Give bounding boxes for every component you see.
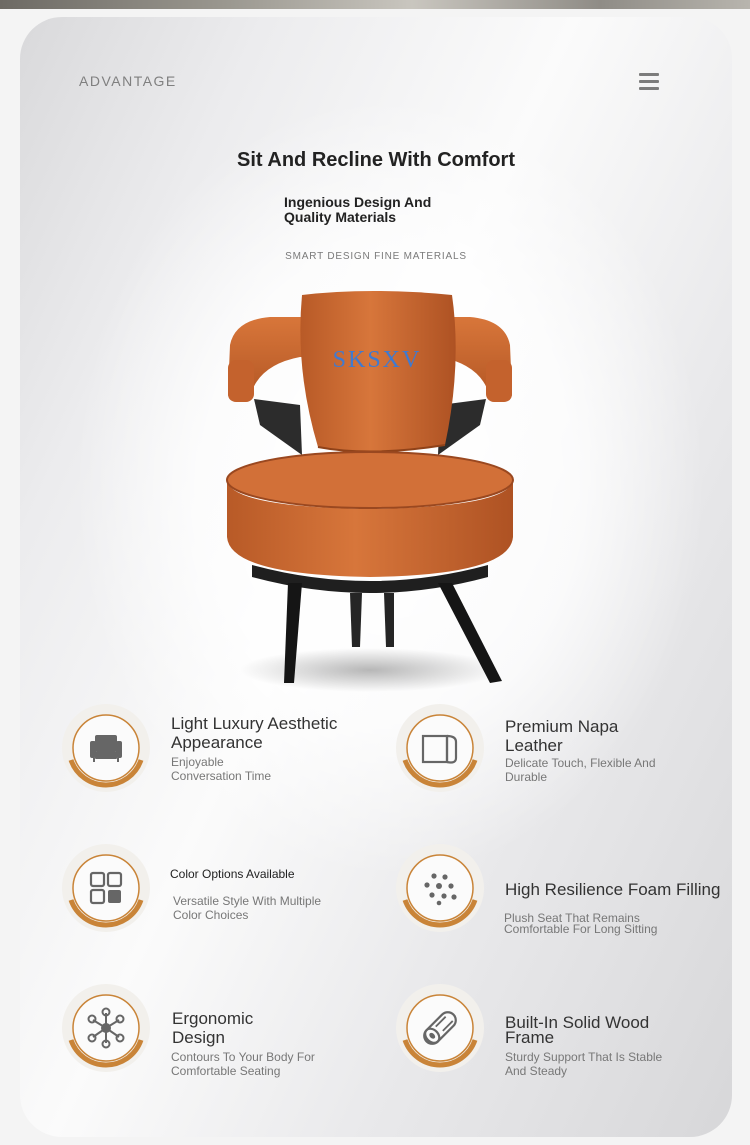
feature-description: Sturdy Support That Is Stable And Steady	[505, 1050, 663, 1078]
foam-dots-icon	[394, 842, 486, 934]
feature-description: Enjoyable Conversation Time	[171, 755, 272, 783]
top-image-strip	[0, 0, 750, 9]
feature-description: Contours To Your Body For Comfortable Seating	[171, 1050, 315, 1078]
feature-title: Light Luxury Aesthetic Appearance	[171, 714, 338, 752]
hamburger-menu-icon[interactable]	[639, 73, 659, 90]
hero-subtitle-line2: Quality Materials	[284, 209, 397, 225]
hero-subtitle	[284, 195, 484, 225]
color-grid-icon	[60, 842, 152, 934]
feature-description: Plush Seat That Remains Comfortable For Long Sitting	[504, 911, 658, 936]
feature-description: Versatile Style With Multiple Color Choices	[173, 894, 322, 922]
feature-title: Premium Napa Leather	[505, 717, 619, 755]
ergonomic-network-icon	[60, 982, 152, 1074]
feature-description: Delicate Touch, Flexible And Durable	[505, 756, 656, 784]
section-label: ADVANTAGE	[79, 73, 177, 89]
advantage-card	[20, 17, 732, 1137]
pillow-brand-text: SKSXV	[332, 347, 422, 373]
hero-tagline: SMART DESIGN FINE MATERIALS	[285, 251, 467, 262]
hero-title: Sit And Recline With Comfort	[237, 149, 515, 171]
feature-title: Built-In Solid Wood Frame	[505, 1013, 650, 1047]
armchair-product-image	[190, 275, 550, 715]
armchair-icon	[60, 702, 152, 794]
wood-log-icon	[394, 982, 486, 1074]
hero-subtitle-line1: Ingenious Design And	[284, 194, 432, 210]
feature-title: High Resilience Foam Filling	[505, 880, 721, 899]
leather-roll-icon	[394, 702, 486, 794]
feature-title: Color Options Available	[170, 867, 295, 881]
feature-title: Ergonomic Design	[172, 1009, 254, 1047]
